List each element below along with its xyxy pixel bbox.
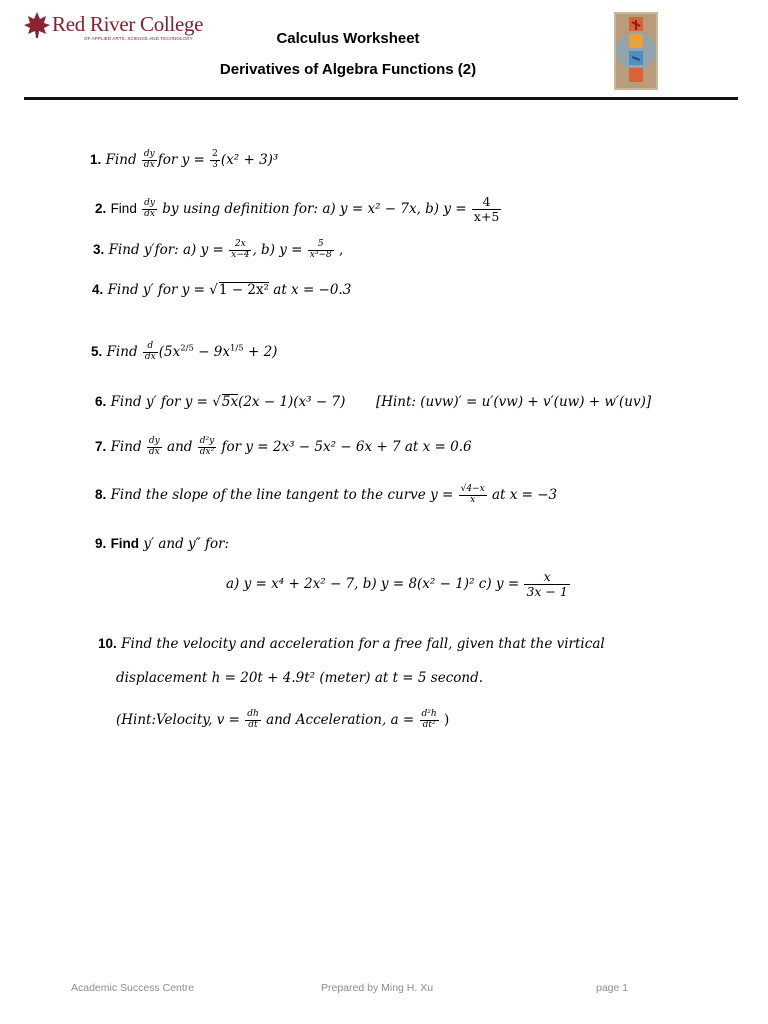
question-3: 3. Find y′for: a) y = $\frac{2x}{x-4}$ , b) y = $\frac{5}{\text{x³−8}}$ ,: [93, 239, 344, 260]
page-subtitle: Derivatives of Algebra Functions (2): [219, 61, 477, 78]
question-5: 5. Find $\frac{d}{dx}$ $(5x^{2/5} - 9x^{1/5} + 2)$: [91, 341, 278, 362]
question-9-parts: a) y = x⁴ + 2x² − 7, b) y = 8(x² − 1)² c) y = $\frac{x}{3x - 1}$: [226, 569, 568, 599]
logo-name: Red River College: [52, 12, 204, 36]
academic-success-logo: [614, 12, 658, 90]
question-7: 7. Find $\frac{dy}{dx}$ and $\frac{\text{d²y}}{\text{dx²}}$ for y = 2x³ − 5x² − 6x + 7 at x = 0.6: [95, 436, 472, 457]
footer-left: Academic Success Centre: [71, 982, 195, 994]
logo-subtitle: OF APPLIED ARTS, SCIENCE AND TECHNOLOGY: [84, 36, 193, 41]
question-4: 4. Find y′ for y = √1 − 2x² at x = −0.3: [92, 282, 352, 298]
page-title: Calculus Worksheet: [276, 30, 420, 47]
question-8: 8. Find the slope of the line tangent to the curve y = $\frac{√4-x}{x}$ at x = −3: [95, 484, 558, 505]
header-divider: [24, 97, 738, 100]
question-10-line-2: displacement h = 20t + 4.9t² (meter) at t = 5 second.: [116, 670, 484, 686]
question-1: 1. Find $\frac{dy}{dx}$ for y = $\frac{2}{3}$ (x² + 3)³: [90, 149, 279, 170]
question-9: 9. Find y′ and y″ for:: [95, 536, 230, 552]
question-2: 2. Find $\frac{dy}{dx}$ by using definition for: a) y = x² − 7x, b) y = $\frac{4}{x+5}$: [95, 194, 500, 224]
question-10-hint: (Hint:Velocity, v = $\frac{dh}{dt}$ and Acceleration, a = $\frac{\text{d²h}}{\text{dt²}}$ ): [116, 709, 450, 730]
footer-center: Prepared by Ming H. Xu: [321, 982, 434, 994]
question-6: 6. Find y′ for y = √5x(2x − 1)(x³ − 7) [Hint: (uvw)′ = u′(vw) + v′(uw) + w′(uv)]: [95, 394, 652, 410]
footer-page-number: page 1: [596, 982, 629, 994]
question-10: 10. Find the velocity and acceleration for a free fall, given that the virtical: [98, 636, 605, 652]
